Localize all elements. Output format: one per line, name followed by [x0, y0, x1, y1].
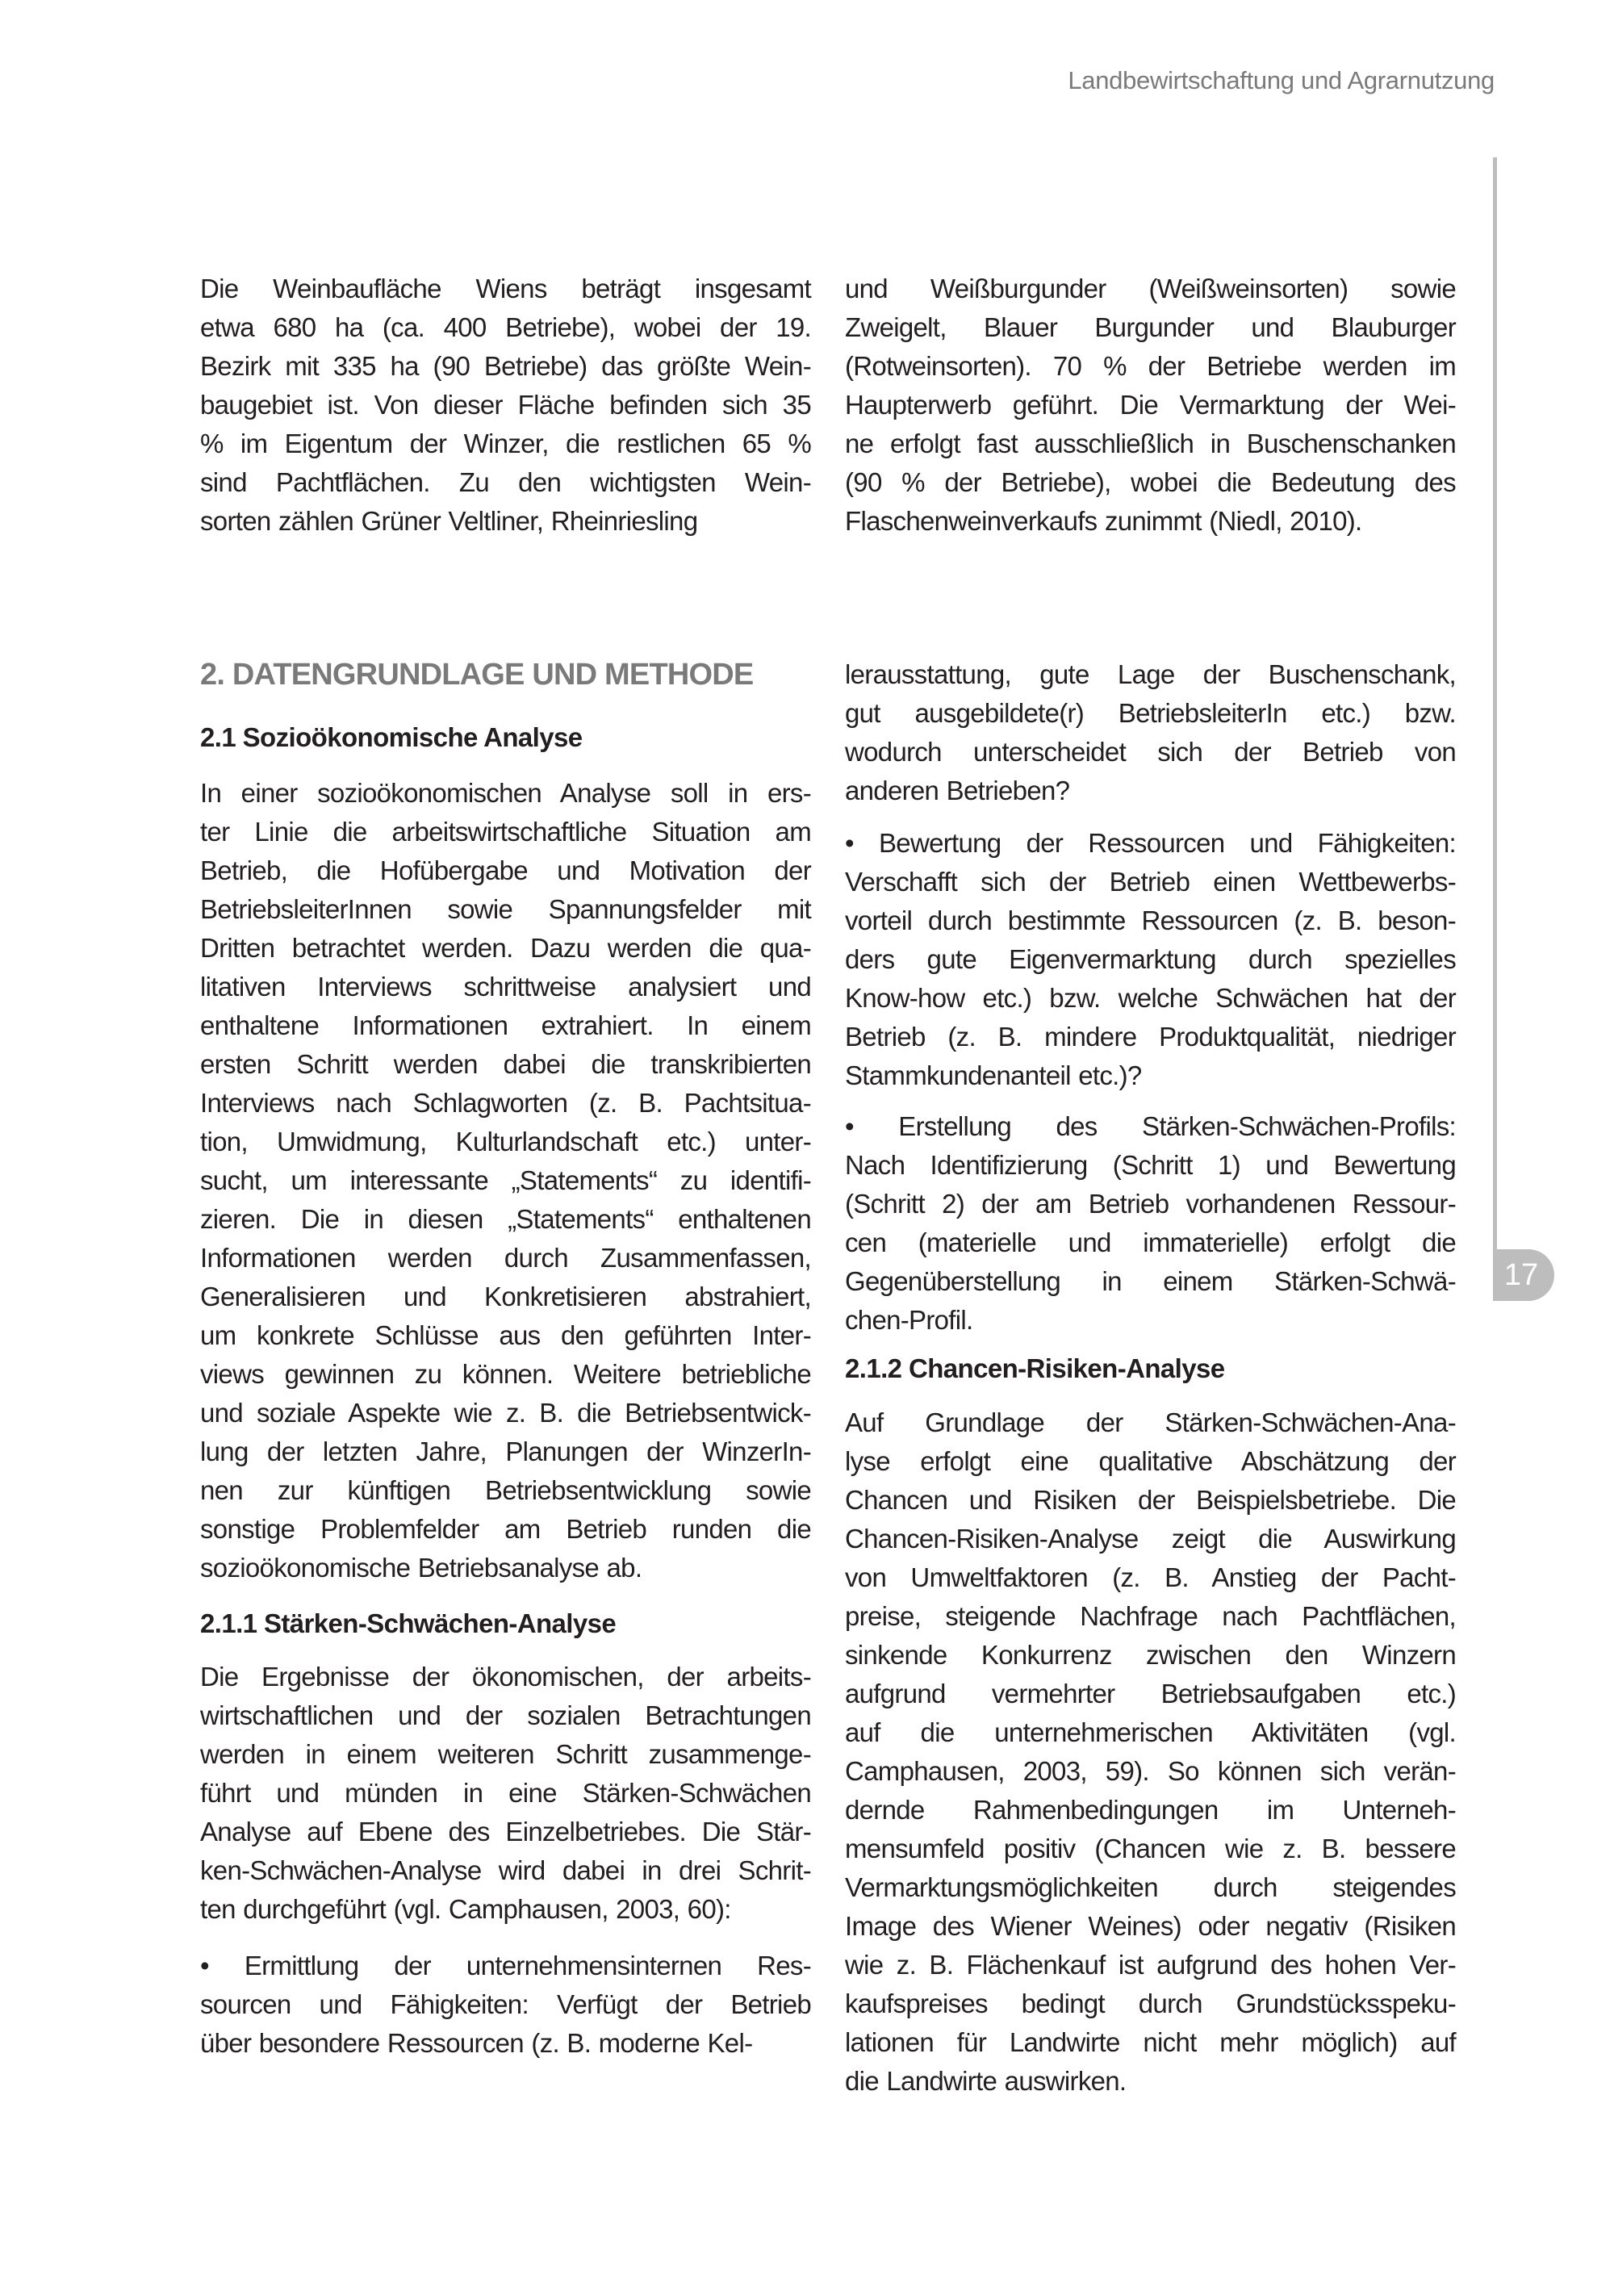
text-line: % im Eigentum der Winzer, die restlichen 65 % — [200, 429, 811, 458]
text-line: Know-how etc.) bzw. welche Schwächen hat der — [845, 983, 1456, 1013]
text-line: dernde Rahmenbedingungen im Unterneh- — [845, 1795, 1456, 1825]
text-line: cen (materielle und immaterielle) erfolgt die — [845, 1227, 1456, 1257]
text-line: preise, steigende Nachfrage nach Pachtflächen, — [845, 1601, 1456, 1631]
text-line: sucht, um interessante „Statements“ zu identifi- — [200, 1165, 811, 1195]
paragraph-intro-left — [200, 270, 811, 541]
text-line: litativen Interviews schrittweise analysiert und — [200, 972, 811, 1002]
text-line: lerausstattung, gute Lage der Buschenschank, — [845, 659, 1456, 689]
text-line: kaufspreises bedingt durch Grundstücksspeku- — [845, 1989, 1456, 2018]
text-line: enthaltene Informationen extrahiert. In einem — [200, 1010, 811, 1040]
text-line: ders gute Eigenvermarktung durch spezielles — [845, 944, 1456, 974]
text-line: Betrieb, die Hofübergabe und Motivation der — [200, 855, 811, 885]
text-line: und Weißburgunder (Weißweinsorten) sowie — [845, 274, 1456, 303]
text-line: wie z. B. Flächenkauf ist aufgrund des hohen Ver- — [845, 1950, 1456, 1980]
text-line: sozioökonomische Betriebsanalyse ab. — [200, 1553, 642, 1583]
text-line: lationen für Landwirte nicht mehr möglich) auf — [845, 2027, 1456, 2057]
text-line: Dritten betrachtet werden. Dazu werden die qua- — [200, 933, 811, 963]
text-line: Analyse auf Ebene des Einzelbetriebes. Die Stär- — [200, 1817, 811, 1846]
text-line: baugebiet ist. Von dieser Fläche befinden sich 35 — [200, 390, 811, 420]
text-line: Die Ergebnisse der ökonomischen, der arbeits- — [200, 1662, 811, 1692]
text-line: auf die unternehmerischen Aktivitäten (vgl. — [845, 1717, 1456, 1747]
text-line: Camphausen, 2003, 59). So können sich verän- — [845, 1756, 1456, 1786]
text-line: und soziale Aspekte wie z. B. die Betriebsentwick- — [200, 1398, 811, 1428]
text-line: gut ausgebildete(r) BetriebsleiterIn etc.) bzw. — [845, 698, 1456, 728]
text-line: Stammkundenanteil etc.)? — [845, 1060, 1142, 1090]
text-line: Bezirk mit 335 ha (90 Betriebe) das größte Wein- — [200, 351, 811, 381]
text-line: lung der letzten Jahre, Planungen der WinzerIn- — [200, 1437, 811, 1466]
text-line: Die Weinbaufläche Wiens beträgt insgesamt — [200, 274, 811, 303]
text-line: • Bewertung der Ressourcen und Fähigkeiten: — [845, 828, 1456, 858]
text-line: mensumfeld positiv (Chancen wie z. B. bessere — [845, 1834, 1456, 1863]
section-heading: 2. DATENGRUNDLAGE UND METHODE — [200, 658, 754, 692]
text-line: wirtschaftlichen und der sozialen Betrachtungen — [200, 1700, 811, 1730]
text-line: über besondere Ressourcen (z. B. moderne Kel- — [200, 2028, 753, 2058]
subsection-heading-2-1: 2.1 Sozioökonomische Analyse — [200, 722, 583, 752]
text-line: um konkrete Schlüsse aus den geführten Inter- — [200, 1320, 811, 1350]
text-line: werden in einem weiteren Schritt zusammenge- — [200, 1739, 811, 1769]
text-line: (Rotweinsorten). 70 % der Betriebe werden im — [845, 351, 1456, 381]
text-line: Haupterwerb geführt. Die Vermarktung der Wei- — [845, 390, 1456, 420]
text-line: Auf Grundlage der Stärken-Schwächen-Ana- — [845, 1407, 1456, 1437]
text-line: Interviews nach Schlagworten (z. B. Pachtsitua- — [200, 1088, 811, 1118]
text-line: etwa 680 ha (ca. 400 Betriebe), wobei der 19. — [200, 312, 811, 342]
text-line: Vermarktungsmöglichkeiten durch steigendes — [845, 1872, 1456, 1902]
text-line: Zweigelt, Blauer Burgunder und Blauburger — [845, 312, 1456, 342]
text-line: Flaschenweinverkaufs zunimmt (Niedl, 2010). — [845, 506, 1362, 536]
text-line: BetriebsleiterInnen sowie Spannungsfelder mit — [200, 894, 811, 924]
text-line: (Schritt 2) der am Betrieb vorhandenen Ressour- — [845, 1189, 1456, 1219]
text-line: Informationen werden durch Zusammenfassen, — [200, 1243, 811, 1273]
text-line: führt und münden in eine Stärken-Schwächen — [200, 1778, 811, 1808]
text-line: von Umweltfaktoren (z. B. Anstieg der Pacht- — [845, 1562, 1456, 1592]
bullet-step-1 — [200, 1947, 811, 2063]
text-line: sourcen und Fähigkeiten: Verfügt der Betrieb — [200, 1989, 811, 2019]
text-line: In einer sozioökonomischen Analyse soll in ers- — [200, 778, 811, 808]
margin-rule — [1493, 157, 1497, 1251]
bullet-step-1-continued — [845, 655, 1456, 810]
text-line: views gewinnen zu können. Weitere betriebliche — [200, 1359, 811, 1389]
text-line: sorten zählen Grüner Veltliner, Rheinriesling — [200, 506, 698, 536]
paragraph-intro-right — [845, 270, 1456, 541]
text-line: Generalisieren und Konkretisieren abstrahiert, — [200, 1282, 811, 1311]
text-line: vorteil durch bestimmte Ressourcen (z. B. beson- — [845, 905, 1456, 935]
text-line: Nach Identifizierung (Schritt 1) und Bewertung — [845, 1150, 1456, 1180]
paragraph-opportunities-risks — [845, 1403, 1456, 2101]
text-line: (90 % der Betriebe), wobei die Bedeutung des — [845, 467, 1456, 497]
text-line: tion, Umwidmung, Kulturlandschaft etc.) unter- — [200, 1127, 811, 1156]
text-line: sonstige Problemfelder am Betrieb runden die — [200, 1514, 811, 1544]
subsection-heading-2-1-1: 2.1.1 Stärken-Schwächen-Analyse — [200, 1608, 617, 1638]
text-line: ken-Schwächen-Analyse wird dabei in drei Schrit- — [200, 1855, 811, 1885]
text-line: Image des Wiener Weines) oder negativ (Risiken — [845, 1911, 1456, 1941]
text-line: Chancen-Risiken-Analyse zeigt die Auswirkung — [845, 1524, 1456, 1554]
text-line: aufgrund vermehrter Betriebsaufgaben etc.) — [845, 1679, 1456, 1708]
bullet-step-3 — [845, 1107, 1456, 1340]
text-line: anderen Betrieben? — [845, 776, 1070, 805]
text-line: wodurch unterscheidet sich der Betrieb von — [845, 737, 1456, 767]
text-line: • Ermittlung der unternehmensinternen Res- — [200, 1951, 811, 1980]
text-line: sinkende Konkurrenz zwischen den Winzern — [845, 1640, 1456, 1670]
paragraph-swot-intro — [200, 1658, 811, 1929]
text-line: lyse erfolgt eine qualitative Abschätzung der — [845, 1446, 1456, 1476]
text-line: sind Pachtflächen. Zu den wichtigsten Wein- — [200, 467, 811, 497]
text-line: ten durchgeführt (vgl. Camphausen, 2003, 60): — [200, 1894, 731, 1924]
paragraph-socioeconomic — [200, 774, 811, 1587]
text-line: zieren. Die in diesen „Statements“ enthaltenen — [200, 1204, 811, 1234]
text-line: Betrieb (z. B. mindere Produktqualität, niedriger — [845, 1022, 1456, 1052]
subsection-heading-2-1-2: 2.1.2 Chancen-Risiken-Analyse — [845, 1353, 1225, 1383]
text-line: nen zur künftigen Betriebsentwicklung sowie — [200, 1475, 811, 1505]
running-header: Landbewirtschaftung und Agrarnutzung — [1068, 66, 1495, 94]
text-line: chen-Profil. — [845, 1305, 973, 1335]
text-line: Chancen und Risiken der Beispielsbetriebe. Die — [845, 1485, 1456, 1515]
text-line: Gegenüberstellung in einem Stärken-Schwä- — [845, 1266, 1456, 1296]
text-line: ter Linie die arbeitswirtschaftliche Situation am — [200, 817, 811, 847]
bullet-step-2 — [845, 824, 1456, 1095]
page-number-tab: 17 — [1493, 1249, 1554, 1301]
text-line: die Landwirte auswirken. — [845, 2066, 1127, 2096]
text-line: Verschafft sich der Betrieb einen Wettbewerbs- — [845, 867, 1456, 897]
text-line: ne erfolgt fast ausschließlich in Buschenschanken — [845, 429, 1456, 458]
text-line: • Erstellung des Stärken-Schwächen-Profils: — [845, 1111, 1456, 1141]
text-line: ersten Schritt werden dabei die transkribierten — [200, 1049, 811, 1079]
